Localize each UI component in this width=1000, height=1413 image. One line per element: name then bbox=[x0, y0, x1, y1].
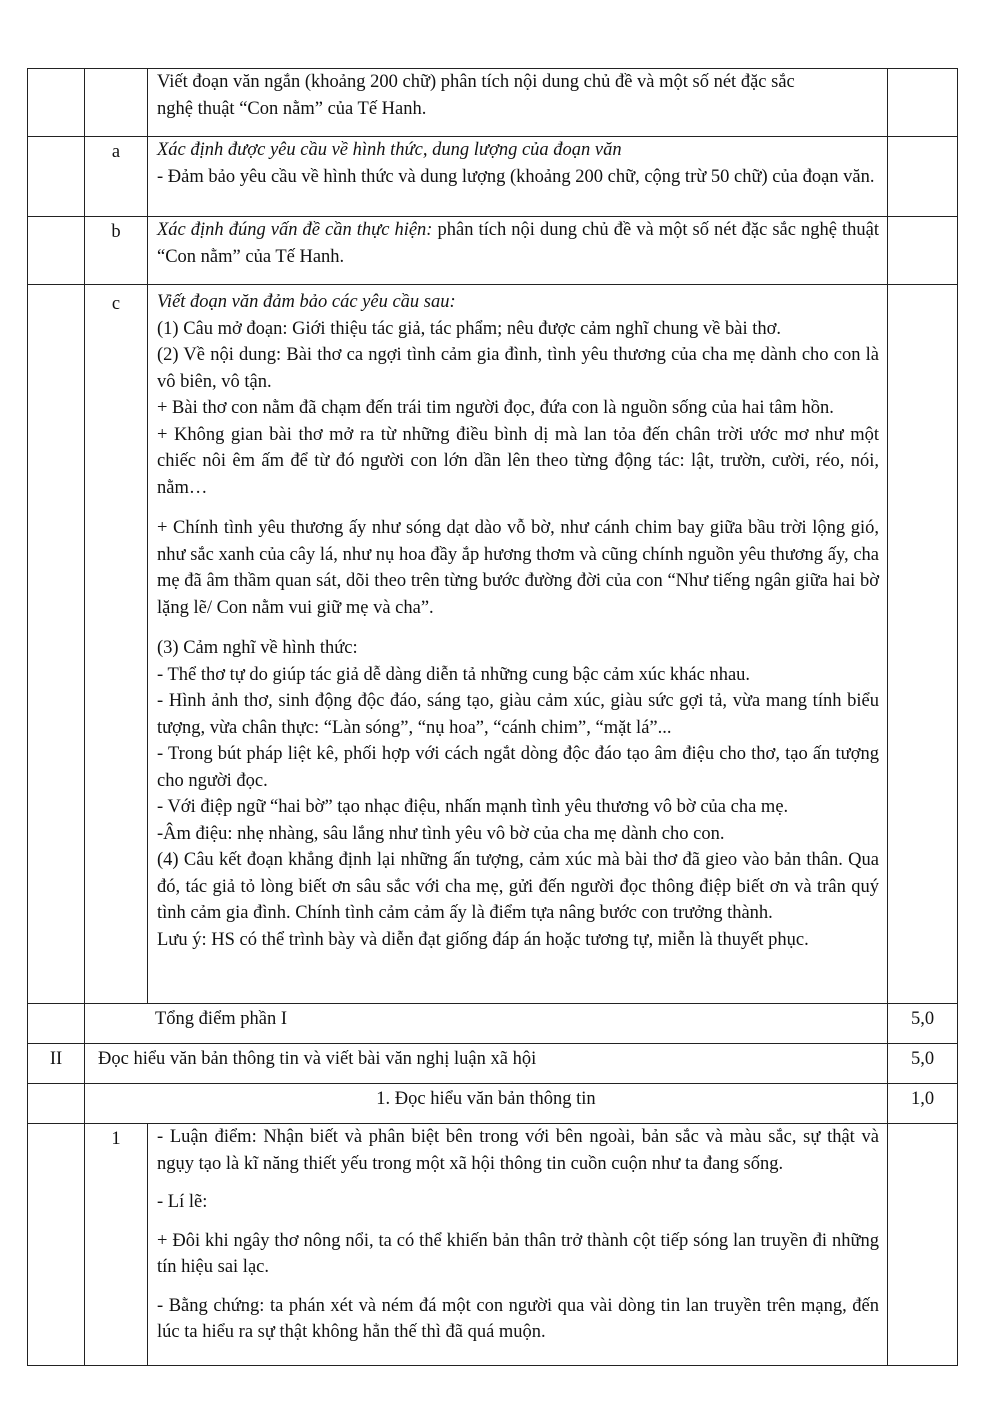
paragraph: - Hình ảnh thơ, sinh động độc đáo, sáng tạo, giàu cảm xúc, giàu sức gợi tả, vừa mang tính biểu tượng, vừa chân thực: “Làn sóng”, “nụ hoa”, “cánh chim”, “mặt lá”... bbox=[157, 691, 879, 738]
intro-line: nghệ thuật “Con nằm” của Tế Hanh. bbox=[157, 98, 427, 119]
subsection-title: 1. Đọc hiểu văn bản thông tin bbox=[85, 1084, 888, 1124]
criterion-title: Xác định được yêu cầu về hình thức, dung lượng của đoạn văn bbox=[157, 140, 622, 160]
section-cell bbox=[28, 1004, 85, 1044]
paragraph: + Bài thơ con nằm đã chạm đến trái tim người đọc, đứa con là nguồn sống của hai tâm hồn. bbox=[157, 398, 834, 418]
criterion-text bbox=[148, 137, 888, 217]
criterion-row-a bbox=[28, 137, 958, 217]
paragraph: (2) Về nội dung: Bài thơ ca ngợi tình cảm gia đình, tình yêu thương của cha mẹ dành cho con là vô biên, vô tận. bbox=[157, 345, 879, 392]
score-cell bbox=[888, 69, 958, 137]
question-answer bbox=[148, 1124, 888, 1366]
paragraph: - Với điệp ngữ “hai bờ” tạo nhạc điệu, nhấn mạnh tình yêu thương vô bờ của cha mẹ. bbox=[157, 797, 789, 817]
paragraph: - Thể thơ tự do giúp tác giả dễ dàng diễn tả những cung bậc cảm xúc khác nhau. bbox=[157, 664, 751, 685]
criterion-title: Viết đoạn văn đảm bảo các yêu cầu sau: bbox=[157, 292, 456, 312]
criterion-row-c bbox=[28, 285, 958, 1004]
score-cell bbox=[888, 1124, 958, 1366]
section-row bbox=[28, 1044, 958, 1084]
score-cell bbox=[888, 285, 958, 1004]
paragraph: - Luận điểm: Nhận biết và phân biệt bên trong với bên ngoài, bản sắc và màu sắc, sự thật và ngụy tạo là kĩ năng thiết yếu trong một xã hội thông tin cuồn cuộn như ta đang sống. bbox=[157, 1127, 879, 1174]
paragraph: + Không gian bài thơ mở ra từ những điều bình dị mà lan tỏa đến chân trời ước mơ như một chiếc nôi êm ấm để từ đó người con lớn dần lên theo từng động tác: lật, trườn, cười, réo, nói, nằm… bbox=[157, 424, 879, 498]
criterion-detail: - Đảm bảo yêu cầu về hình thức và dung lượng (khoảng 200 chữ, cộng trừ 50 chữ) của đoạn văn. bbox=[157, 166, 875, 187]
section-cell bbox=[28, 285, 85, 1004]
spacer bbox=[157, 1216, 879, 1228]
criterion-detail: phân tích nội dung chủ đề và một số nét đặc sắc nghệ thuật “Con nằm” của Tế Hanh. bbox=[157, 220, 879, 267]
criterion-title: Xác định đúng vấn đề cần thực hiện: bbox=[157, 220, 433, 240]
spacer bbox=[157, 1177, 879, 1189]
section-cell bbox=[28, 69, 85, 137]
section-number: II bbox=[28, 1044, 85, 1084]
total-score: 5,0 bbox=[888, 1004, 958, 1044]
spacer bbox=[157, 1281, 879, 1293]
intro-text bbox=[148, 69, 888, 137]
criterion-text bbox=[148, 217, 888, 285]
criterion-row-b bbox=[28, 217, 958, 285]
section-title: Đọc hiểu văn bản thông tin và viết bài văn nghị luận xã hội bbox=[85, 1044, 888, 1084]
subsection-score: 1,0 bbox=[888, 1084, 958, 1124]
item-label: a bbox=[85, 137, 148, 217]
paragraph: - Bằng chứng: ta phán xét và ném đá một con người qua vài dòng tin lan truyền trên mạng, đến lúc ta hiểu ra sự thật không hẳn thế thì đã quá muộn. bbox=[157, 1295, 879, 1342]
question-number: 1 bbox=[85, 1124, 148, 1366]
total-row bbox=[28, 1004, 958, 1044]
question-row bbox=[28, 1124, 958, 1366]
criterion-text bbox=[148, 285, 888, 1004]
spacer bbox=[157, 501, 879, 515]
paragraph: + Đôi khi ngây thơ nông nổi, ta có thể khiến bản thân trở thành cột tiếp sóng lan truyền đi những tín hiệu sai lạc. bbox=[157, 1230, 879, 1277]
item-cell bbox=[85, 69, 148, 137]
answer-key-table bbox=[27, 68, 958, 1366]
paragraph: + Chính tình yêu thương ấy như sóng dạt dào vỗ bờ, như cánh chim bay giữa bầu trời lộng gió, như sắc xanh của cây lá, như nụ hoa đầy ắp hương thơm và cũng chính nguồn yêu thương ấy, cha mẹ đã âm thầm quan sát, dõi theo trên từng bước đường đời của con “Như tiếng ngân giữa hai bờ lặng lẽ/ Con nằm vui giữ mẹ và cha”. bbox=[157, 518, 879, 618]
note: Lưu ý: HS có thể trình bày và diễn đạt giống đáp án hoặc tương tự, miễn là thuyết phục. bbox=[157, 929, 809, 950]
intro-row bbox=[28, 69, 958, 137]
paragraph: -Âm điệu: nhẹ nhàng, sâu lắng như tình yêu vô bờ của cha mẹ dành cho con. bbox=[157, 823, 725, 844]
section-cell bbox=[28, 1084, 85, 1124]
paragraph: (3) Cảm nghĩ về hình thức: bbox=[157, 638, 358, 658]
paragraph: - Lí lẽ: bbox=[157, 1192, 208, 1212]
intro-line: Viết đoạn văn ngắn (khoảng 200 chữ) phân tích nội dung chủ đề và một số nét đặc sắc bbox=[157, 72, 795, 92]
section-cell bbox=[28, 1124, 85, 1366]
total-label: Tổng điểm phần I bbox=[85, 1004, 888, 1044]
section-cell bbox=[28, 137, 85, 217]
section-score: 5,0 bbox=[888, 1044, 958, 1084]
score-cell bbox=[888, 137, 958, 217]
section-cell bbox=[28, 217, 85, 285]
spacer bbox=[157, 621, 879, 635]
subsection-row bbox=[28, 1084, 958, 1124]
item-label: b bbox=[85, 217, 148, 285]
item-label: c bbox=[85, 285, 148, 1004]
paragraph: - Trong bút pháp liệt kê, phối hợp với cách ngắt dòng độc đáo tạo âm điệu cho thơ, tạo ấn tượng cho người đọc. bbox=[157, 744, 879, 791]
paragraph: (4) Câu kết đoạn khẳng định lại những ấn tượng, cảm xúc mà bài thơ đã gieo vào bản thân. Qua đó, tác giả tỏ lòng biết ơn sâu sắc với cha mẹ, gửi đến người đọc thông điệp biết ơn và trân quý tình cảm gia đình. Chính tình cảm cảm ấy là điểm tựa nâng bước con trưởng thành. bbox=[157, 850, 879, 923]
score-cell bbox=[888, 217, 958, 285]
paragraph: (1) Câu mở đoạn: Giới thiệu tác giả, tác phẩm; nêu được cảm nghĩ chung về bài thơ. bbox=[157, 318, 782, 339]
